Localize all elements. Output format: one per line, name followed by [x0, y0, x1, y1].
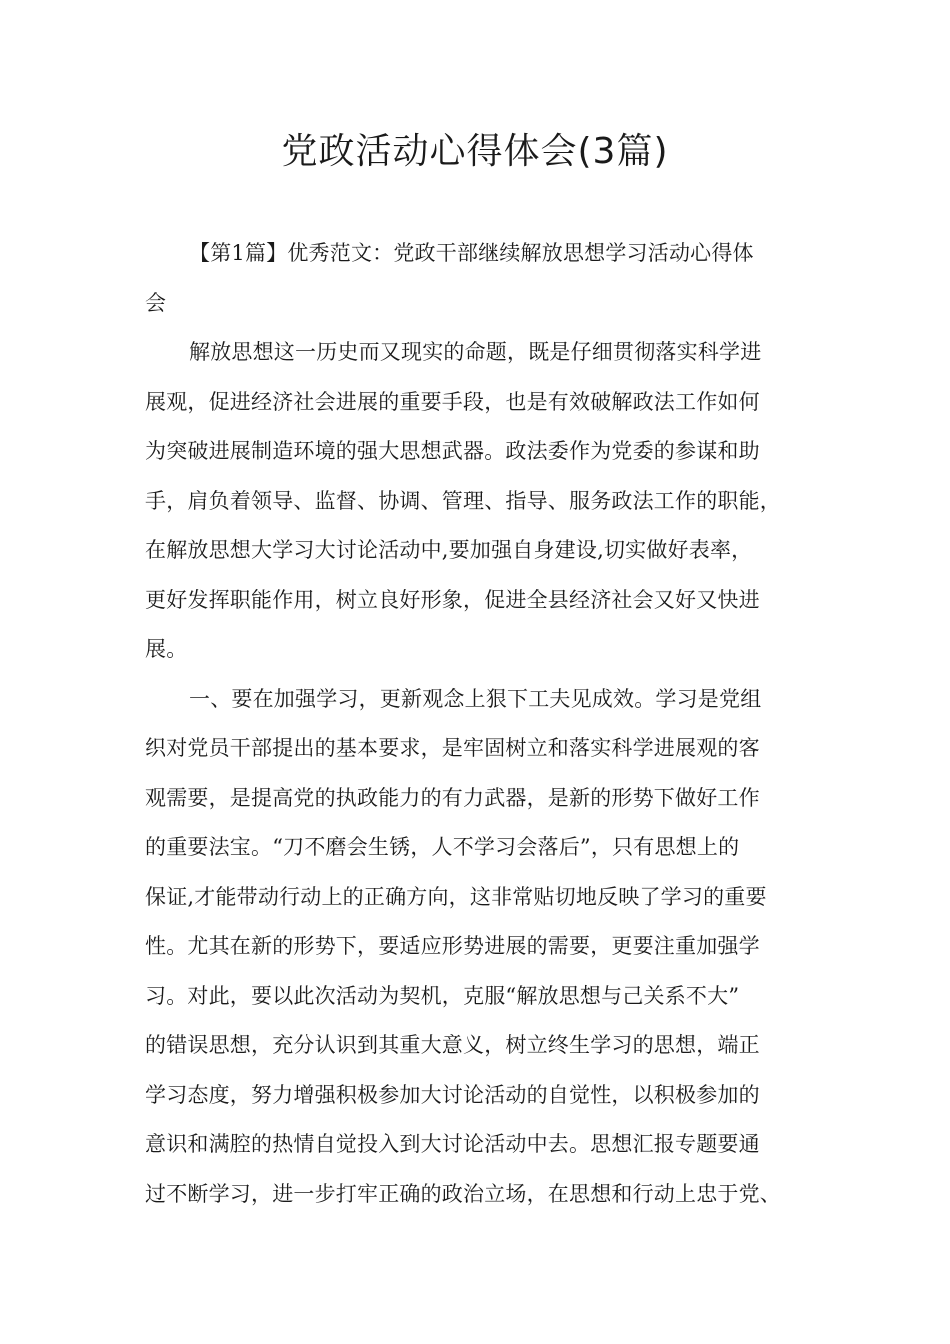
text-line: 在解放思想大学习大讨论活动中,要加强自身建设,切实做好表率，: [145, 538, 753, 562]
text-line: 的错误思想，充分认识到其重大意义，树立终生学习的思想，端正: [145, 1033, 760, 1057]
text-line: 习。对此，要以此次活动为契机，克服“解放思想与己关系不大”: [145, 983, 740, 1008]
paragraph-heading-1: [145, 229, 825, 328]
text-line: 过不断学习，进一步打牢正确的政治立场，在思想和行动上忠于党、: [145, 1181, 781, 1206]
text-line: 保证,才能带动行动上的正确方向，这非常贴切地反映了学习的重要: [145, 884, 767, 909]
document-title: 党政活动心得体会(3篇): [281, 131, 669, 172]
text-line: 一、要在加强学习，更新观念上狠下工夫见成效。学习是党组: [189, 686, 762, 711]
text-line: 的重要法宝。“刀不磨会生锈，人不学习会落后”，只有思想上的: [145, 835, 740, 859]
text-line: 解放思想这一历史而又现实的命题，既是仔细贯彻落实科学进: [189, 340, 762, 364]
text-line: 更好发挥职能作用，树立良好形象，促进全县经济社会又好又快进: [145, 587, 760, 612]
text-line: 展观，促进经济社会进展的重要手段，也是有效破解政法工作如何: [145, 389, 760, 414]
text-line: 意识和满腔的热情自觉投入到大讨论活动中去。思想汇报专题要通: [145, 1132, 760, 1156]
text-line: 为突破进展制造环境的强大思想武器。政法委作为党委的参谋和助: [145, 439, 760, 463]
paragraph-intro: [145, 328, 825, 675]
text-line: 织对党员干部提出的基本要求，是牢固树立和落实科学进展观的客: [145, 736, 760, 760]
text-line: 性。尤其在新的形势下，要适应形势进展的需要，更要注重加强学: [145, 934, 760, 958]
document-body: [145, 229, 825, 1219]
paragraph-section-1: [145, 675, 825, 1220]
text-line: 学习态度，努力增强积极参加大讨论活动的自觉性，以积极参加的: [145, 1082, 760, 1107]
text-line: 会: [145, 290, 167, 315]
text-line: 手，肩负着领导、监督、协调、管理、指导、服务政法工作的职能，: [145, 488, 781, 513]
text-line: 【第1篇】优秀范文：党政干部继续解放思想学习活动心得体: [189, 241, 754, 265]
text-line: 观需要，是提高党的执政能力的有力武器，是新的形势下做好工作: [145, 785, 760, 810]
text-line: 展。: [145, 637, 188, 661]
